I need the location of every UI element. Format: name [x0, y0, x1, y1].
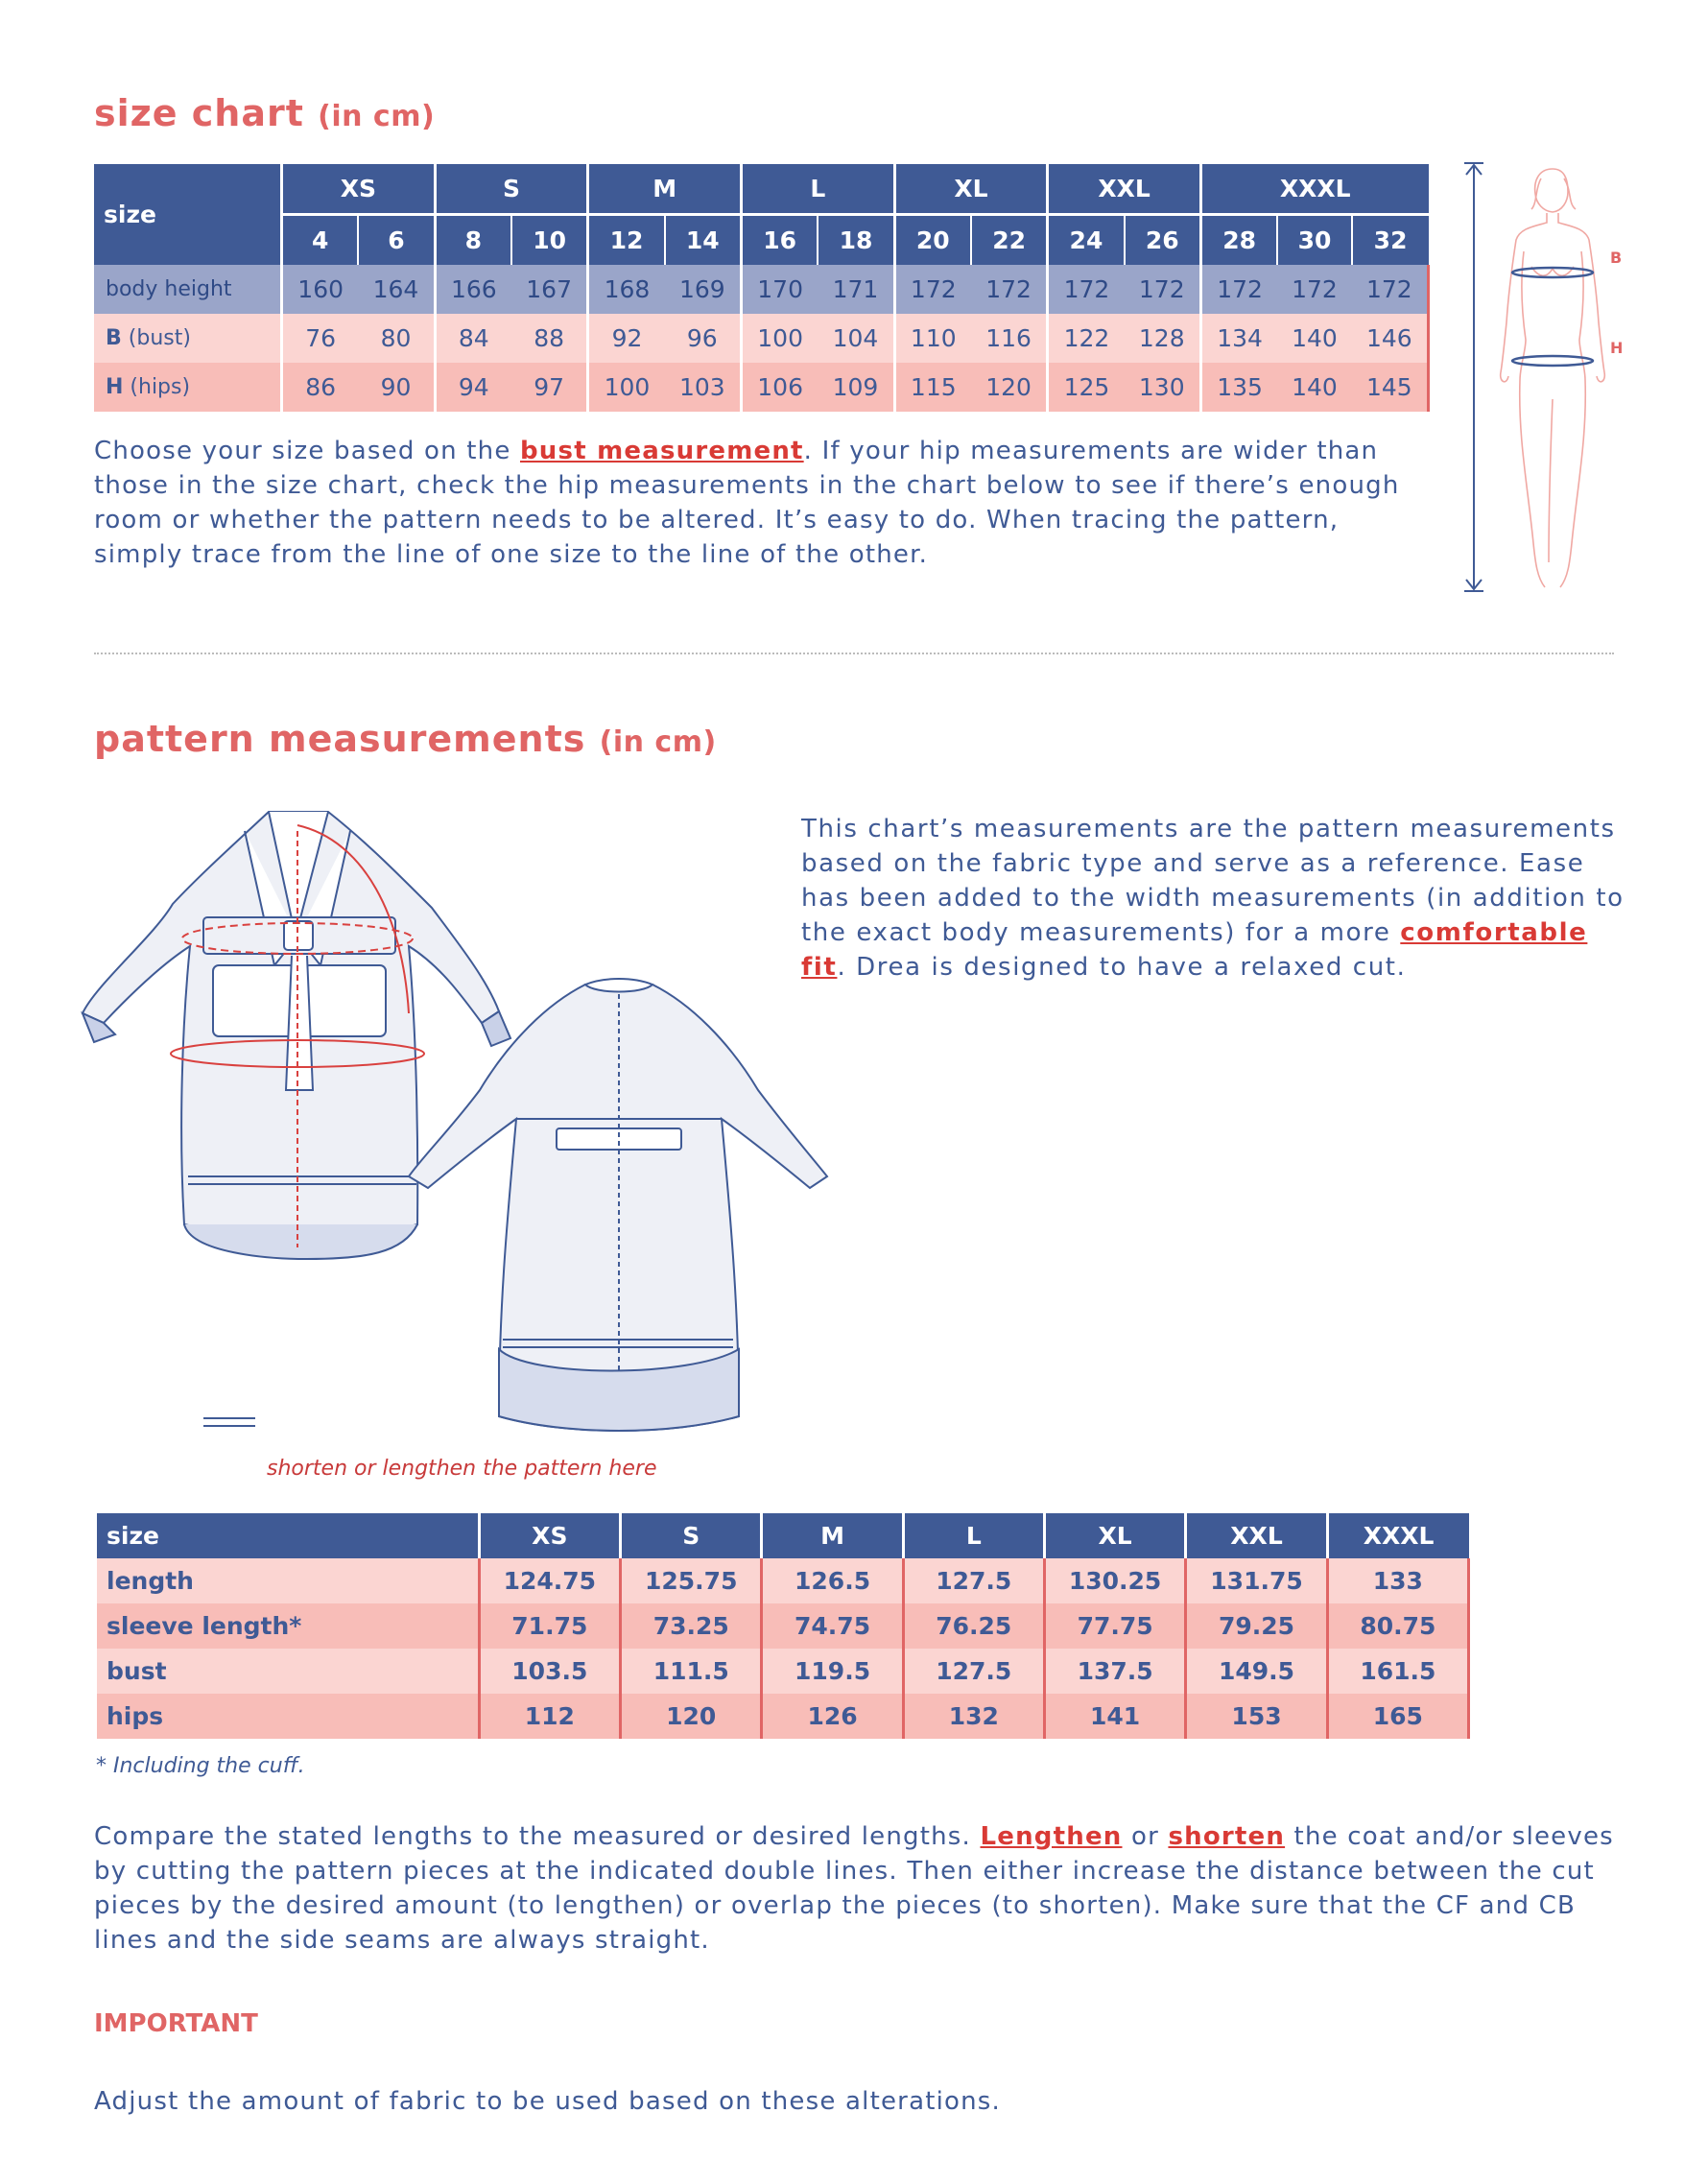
cell-value: 106: [741, 363, 818, 412]
size-chart-note: [94, 434, 1433, 572]
cell-value: 97: [511, 363, 588, 412]
cell-value: 109: [818, 363, 894, 412]
cell-value: 92: [588, 314, 665, 363]
pattern-col-xl: XL: [1044, 1513, 1185, 1558]
pattern-cell-value: 165: [1327, 1694, 1468, 1739]
pattern-title-text: pattern measurements: [94, 718, 586, 760]
pattern-col-xxl: XXL: [1186, 1513, 1327, 1558]
cell-value: 125: [1048, 363, 1125, 412]
pattern-cell-value: 71.75: [479, 1603, 620, 1649]
row-label-abbr: B: [106, 326, 122, 350]
footnote: * Including the cuff.: [96, 1754, 305, 1778]
cell-value: 160: [282, 265, 359, 314]
compare-paragraph: [94, 1819, 1627, 1958]
size-16: 16: [741, 215, 818, 266]
pattern-cell-value: 120: [621, 1694, 762, 1739]
cell-value: 134: [1200, 314, 1277, 363]
cell-value: 168: [588, 265, 665, 314]
pattern-cell-value: 124.75: [479, 1558, 620, 1603]
cell-value: 122: [1048, 314, 1125, 363]
row-label: [94, 314, 282, 363]
row-label-text: body height: [106, 277, 232, 301]
figure-label-h: H: [1610, 339, 1624, 357]
pattern-cell-value: 103.5: [479, 1649, 620, 1694]
cell-value: 128: [1125, 314, 1201, 363]
cell-value: 140: [1277, 314, 1351, 363]
cell-value: 140: [1277, 363, 1351, 412]
intro-text-1: This chart’s measurements are the pattern measurements based on the fabric type and serve as a reference. Ease has been added to the width measurements (in addition to the exact body measurements) for a more: [801, 815, 1625, 947]
pattern-cell-value: 79.25: [1186, 1603, 1327, 1649]
shorten-link[interactable]: shorten: [1168, 1822, 1286, 1851]
legend-text: shorten or lengthen the pattern here: [267, 1457, 657, 1481]
pattern-unit: (in cm): [599, 725, 717, 759]
pattern-cell-value: 77.75: [1044, 1603, 1185, 1649]
pattern-cell-value: 132: [903, 1694, 1044, 1739]
cell-value: 120: [971, 363, 1048, 412]
pattern-cell-value: 126: [762, 1694, 903, 1739]
group-xxxl: XXXL: [1200, 164, 1428, 215]
cell-value: 172: [1352, 265, 1429, 314]
lengthen-link[interactable]: Lengthen: [980, 1822, 1123, 1851]
cell-value: 88: [511, 314, 588, 363]
size-14: 14: [665, 215, 742, 266]
pattern-cell-value: 126.5: [762, 1558, 903, 1603]
group-l: L: [741, 164, 894, 215]
size-24: 24: [1048, 215, 1125, 266]
size-chart-row: [94, 363, 1429, 412]
pattern-row-label: length: [97, 1558, 479, 1603]
cell-value: 172: [1125, 265, 1201, 314]
cell-value: 115: [894, 363, 971, 412]
pattern-cell-value: 112: [479, 1694, 620, 1739]
pattern-size-header: size: [97, 1513, 479, 1558]
cell-value: 145: [1352, 363, 1429, 412]
section-divider: [94, 653, 1614, 654]
important-text: Adjust the amount of fabric to be used based on these alterations.: [94, 2087, 1002, 2116]
pattern-cell-value: 127.5: [903, 1558, 1044, 1603]
row-label-text: (bust): [121, 326, 191, 350]
size-30: 30: [1277, 215, 1351, 266]
cell-value: 84: [435, 314, 511, 363]
pattern-intro: [801, 812, 1625, 985]
size-26: 26: [1125, 215, 1201, 266]
size-chart-row: [94, 265, 1429, 314]
cell-value: 166: [435, 265, 511, 314]
row-label-abbr: H: [106, 375, 124, 399]
cell-value: 86: [282, 363, 359, 412]
cell-value: 164: [358, 265, 435, 314]
cell-value: 172: [1277, 265, 1351, 314]
cell-value: 104: [818, 314, 894, 363]
cell-value: 135: [1200, 363, 1277, 412]
pattern-cell-value: 119.5: [762, 1649, 903, 1694]
size-chart-title: [94, 92, 435, 134]
size-12: 12: [588, 215, 665, 266]
size-chart-row: [94, 314, 1429, 363]
pattern-cell-value: 111.5: [621, 1649, 762, 1694]
group-xs: XS: [282, 164, 436, 215]
cell-value: 90: [358, 363, 435, 412]
pattern-row: [97, 1649, 1469, 1694]
size-header: size: [94, 164, 282, 265]
pattern-row-label: bust: [97, 1649, 479, 1694]
cell-value: 167: [511, 265, 588, 314]
pattern-measurements-table: [97, 1513, 1470, 1739]
note-text-2: . If your hip measurements are wider than those in the size chart, check the hip measurements in the chart below to see if there’s enough room or whether the pattern needs to be altered. It’s easy to do. When tracing the pattern, simply trace from the line of one size to the line of the other.: [94, 437, 1400, 569]
pattern-cell-value: 153: [1186, 1694, 1327, 1739]
size-32: 32: [1352, 215, 1429, 266]
pattern-cell-value: 130.25: [1044, 1558, 1185, 1603]
pattern-cell-value: 127.5: [903, 1649, 1044, 1694]
pattern-cell-value: 76.25: [903, 1603, 1044, 1649]
pattern-row-label: hips: [97, 1694, 479, 1739]
size-4: 4: [282, 215, 359, 266]
pattern-cell-value: 74.75: [762, 1603, 903, 1649]
size-18: 18: [818, 215, 894, 266]
pattern-cell-value: 161.5: [1327, 1649, 1468, 1694]
compare-text-3: the coat and/or sleeves by cutting the pattern pieces at the indicated double lines. Then either increase the distance between the cut pieces by the desired amount (to lengthen) or overlap the pieces (to shorten). Make sure that the CF and CB lines and the side seams are always straight.: [94, 1822, 1614, 1955]
pattern-row: [97, 1603, 1469, 1649]
cell-value: 170: [741, 265, 818, 314]
row-label: [94, 363, 282, 412]
cell-value: 172: [971, 265, 1048, 314]
pattern-col-xs: XS: [479, 1513, 620, 1558]
row-label-text: (hips): [123, 375, 191, 399]
cell-value: 130: [1125, 363, 1201, 412]
cell-value: 171: [818, 265, 894, 314]
pattern-row-label: sleeve length*: [97, 1603, 479, 1649]
pattern-col-l: L: [903, 1513, 1044, 1558]
group-xxl: XXL: [1048, 164, 1201, 215]
cell-value: 103: [665, 363, 742, 412]
pattern-title: [94, 718, 717, 760]
size-chart-title-text: size chart: [94, 92, 304, 134]
pattern-cell-value: 149.5: [1186, 1649, 1327, 1694]
cell-value: 96: [665, 314, 742, 363]
cell-value: 100: [741, 314, 818, 363]
size-20: 20: [894, 215, 971, 266]
cell-value: 169: [665, 265, 742, 314]
row-label: [94, 265, 282, 314]
cell-value: 146: [1352, 314, 1429, 363]
pattern-cell-value: 141: [1044, 1694, 1185, 1739]
size-chart-unit: (in cm): [318, 100, 436, 133]
coat-illustration: [77, 802, 864, 1436]
bust-measurement-link[interactable]: bust measurement: [520, 437, 804, 465]
pattern-cell-value: 73.25: [621, 1603, 762, 1649]
size-28: 28: [1200, 215, 1277, 266]
group-s: S: [435, 164, 588, 215]
figure-label-b: B: [1610, 249, 1623, 267]
size-10: 10: [511, 215, 588, 266]
size-chart-table: [94, 164, 1430, 412]
cell-value: 116: [971, 314, 1048, 363]
pattern-cell-value: 137.5: [1044, 1649, 1185, 1694]
pattern-row: [97, 1694, 1469, 1739]
pattern-col-s: S: [621, 1513, 762, 1558]
pattern-cell-value: 80.75: [1327, 1603, 1468, 1649]
cell-value: 100: [588, 363, 665, 412]
compare-text-2: or: [1122, 1822, 1169, 1851]
size-22: 22: [971, 215, 1048, 266]
cell-value: 94: [435, 363, 511, 412]
comfortable-fit-link[interactable]: comfortable fit: [801, 918, 1588, 982]
group-m: M: [588, 164, 742, 215]
cell-value: 76: [282, 314, 359, 363]
cell-value: 172: [894, 265, 971, 314]
body-figure-illustration: [1457, 159, 1629, 601]
intro-text-2: . Drea is designed to have a relaxed cut.: [837, 953, 1407, 982]
cell-value: 172: [1200, 265, 1277, 314]
compare-text-1: Compare the stated lengths to the measured or desired lengths.: [94, 1822, 981, 1851]
pattern-cell-value: 133: [1327, 1558, 1468, 1603]
size-6: 6: [358, 215, 435, 266]
pattern-col-m: M: [762, 1513, 903, 1558]
cell-value: 80: [358, 314, 435, 363]
cell-value: 172: [1048, 265, 1125, 314]
important-heading: IMPORTANT: [94, 2009, 258, 2038]
note-text-1: Choose your size based on the: [94, 437, 520, 465]
pattern-cell-value: 125.75: [621, 1558, 762, 1603]
pattern-cell-value: 131.75: [1186, 1558, 1327, 1603]
size-8: 8: [435, 215, 511, 266]
group-xl: XL: [894, 164, 1048, 215]
cell-value: 110: [894, 314, 971, 363]
pattern-row: [97, 1558, 1469, 1603]
pattern-col-xxxl: XXXL: [1327, 1513, 1468, 1558]
